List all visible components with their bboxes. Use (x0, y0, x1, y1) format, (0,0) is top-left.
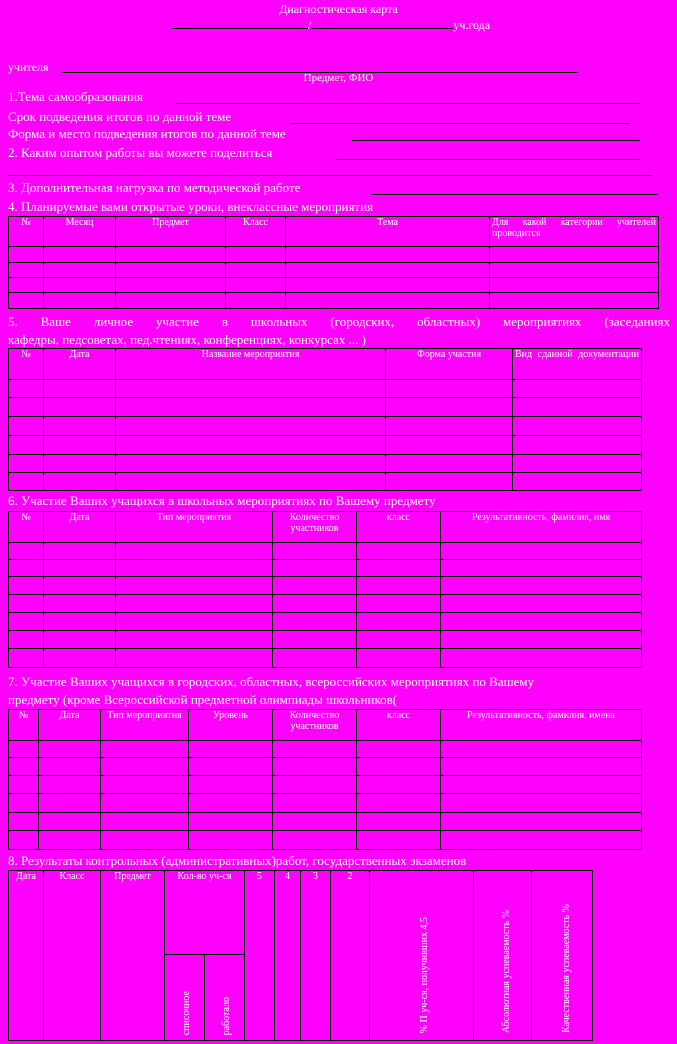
col-pct-grades (370, 871, 474, 1041)
test-results-table (8, 870, 593, 1041)
col-teacher-category: Для какой категории учителей проводится (490, 217, 659, 247)
col-number: № (9, 217, 44, 247)
table-row[interactable] (9, 543, 642, 560)
col-class: класс (357, 710, 441, 741)
q5-personal-participation-label: 5. Ваше личное участие в школьных (городских, областных) мероприятиях (заседаниях (8, 314, 670, 329)
q4-open-lessons-label: 4. Планируемые вами открытые уроки, внеклассные мероприятия (8, 199, 374, 214)
table-row[interactable] (9, 613, 642, 631)
table-row[interactable] (9, 631, 642, 649)
col-result-names: Результативность, фамилия, имена (441, 710, 642, 741)
col-class: Класс (226, 217, 286, 247)
table-row[interactable] (9, 831, 642, 850)
q7-label-cont: предмету (кроме Всероссийской предметной олимпиады школьников( (8, 692, 398, 707)
academic-year-line (172, 18, 490, 33)
col-date: Дата (44, 349, 116, 380)
col-student-count: Кол-во уч-ся (165, 871, 245, 955)
col-grade-4: 4 (275, 871, 301, 1041)
q2-blank-line-1[interactable] (336, 159, 640, 160)
table-row[interactable] (9, 649, 642, 668)
col-date: Дата (9, 871, 44, 1041)
table-row[interactable] (9, 398, 642, 417)
q-form-blank-line[interactable] (352, 140, 640, 141)
students-school-events-table (8, 511, 642, 668)
col-enrolled (165, 955, 205, 1041)
table-row[interactable] (9, 577, 642, 595)
q3-blank-line[interactable] (372, 194, 658, 195)
year-separator: / (308, 18, 312, 32)
quality-success-text: Качественная успеваемость % (560, 904, 572, 1033)
col-absolute-success (474, 871, 532, 1041)
table-row[interactable] (9, 263, 659, 278)
col-participation-form: Форма участия (386, 349, 513, 380)
table-row[interactable] (9, 776, 642, 794)
table-row[interactable] (9, 473, 642, 491)
table-row[interactable] (9, 247, 659, 263)
col-grade-5: 5 (245, 871, 275, 1041)
enrolled-text: списочное (181, 990, 192, 1035)
absolute-success-text: Абсолютная успеваемость % (501, 909, 513, 1033)
q5-participation-label-cont: кафедры, педсоветах, пед.чтениях, конференциях, конкурсах ... ) (8, 332, 366, 347)
q8-test-results-label: 8. Результаты контрольных (административных)работ, государственных экзаменов (8, 853, 467, 868)
table-row[interactable] (9, 595, 642, 613)
q-form-label: Форма и место подведения итогов по данной теме (8, 126, 286, 141)
open-lessons-table (8, 216, 659, 309)
col-grade-3: 3 (301, 871, 331, 1041)
col-grade-2: 2 (331, 871, 370, 1041)
q2-experience-label: 2. Каким опытом работы вы можете поделиться (8, 145, 273, 160)
table-row[interactable] (9, 794, 642, 813)
col-subject: Предмет (101, 871, 165, 1041)
q-deadline-blank-line[interactable] (290, 123, 630, 124)
table-row[interactable] (9, 741, 642, 758)
table-row[interactable] (9, 813, 642, 831)
col-participant-count: Количество участников (273, 710, 357, 741)
col-subject: Предмет (116, 217, 226, 247)
col-number: № (9, 512, 44, 543)
col-class: класс (357, 512, 441, 543)
pct-grades-text: % П уч-ся, получивших 4,5 (419, 916, 431, 1033)
col-documentation: Вид сданной документации (513, 349, 642, 380)
teacher-label: учителя (8, 60, 49, 74)
col-worked (205, 955, 245, 1041)
year-suffix: уч.года (453, 18, 491, 32)
col-class: Класс (44, 871, 101, 1041)
students-external-events-table (8, 709, 642, 850)
col-event-type: Тип мероприятия (101, 710, 189, 741)
worked-text: работало (221, 996, 232, 1035)
table-row[interactable] (9, 455, 642, 473)
year-start-blank[interactable] (172, 18, 308, 29)
q2-blank-line-2[interactable] (8, 175, 652, 176)
col-level: Уровень (189, 710, 273, 741)
subject-caption: Предмет, ФИО (303, 72, 374, 84)
col-quality-success (532, 871, 593, 1041)
col-event-type: Тип мероприятия (116, 512, 273, 543)
table-row[interactable] (9, 293, 659, 309)
q1-self-education-topic: 1.Тема самообразования (8, 89, 144, 104)
col-event-name: Название мероприятия (116, 349, 386, 380)
table-row[interactable] (9, 758, 642, 776)
table-row[interactable] (9, 417, 642, 436)
personal-participation-table (8, 348, 642, 491)
col-month: Месяц (44, 217, 116, 247)
year-end-blank[interactable] (311, 18, 453, 29)
col-participant-count: Количество участников (273, 512, 357, 543)
document-title: Диагностическая карта (279, 2, 398, 16)
table-row[interactable] (9, 560, 642, 577)
table-row[interactable] (9, 380, 642, 398)
col-topic: Тема (286, 217, 490, 247)
q1-blank-line[interactable] (176, 103, 640, 104)
q6-students-school-events-label: 6. Участие Ваших учащихся в школьных мероприятиях по Вашему предмету (8, 493, 436, 508)
table-row[interactable] (9, 278, 659, 293)
col-date: Дата (44, 512, 116, 543)
table-row[interactable] (9, 436, 642, 455)
q7-students-external-events-label: 7. Участие Ваших учащихся в городских, областных, всероссийских мероприятиях по Вашему (8, 674, 535, 689)
q-deadline-label: Срок подведения итогов по данной теме (8, 109, 232, 124)
col-date: Дата (39, 710, 101, 741)
q3-extra-load-label: 3. Дополнительная нагрузка по методической работе (8, 180, 301, 195)
col-number: № (9, 349, 44, 380)
col-number: № (9, 710, 39, 741)
col-result-name: Результативность, фамилия, имя (441, 512, 642, 543)
